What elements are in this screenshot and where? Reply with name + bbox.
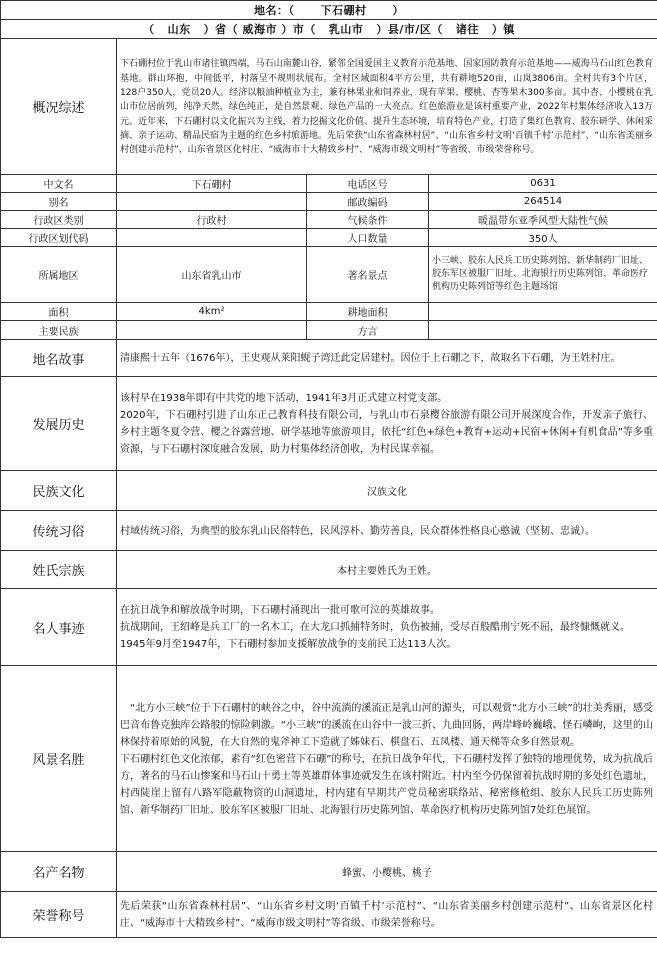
info-row-area (1, 303, 657, 321)
cn-name-value: 下石硼村 (117, 175, 307, 193)
people-text (117, 589, 657, 666)
honors-row (1, 892, 657, 938)
province-name: 山东 (167, 23, 191, 36)
customs-text: 村域传统习俗，为典型的胶东乳山民俗特色，民风淳朴、勤劳善良，民众群体性格良心憨诚（坚韧、忠诚）。 (117, 511, 657, 551)
history-row (1, 377, 657, 471)
info-row-name (1, 175, 657, 193)
info-row-ethnic (1, 321, 657, 340)
people-paragraph-1: 在抗日战争和解放战争时期，下石硼村涌现出一批可歌可泣的英雄故事。 (120, 605, 440, 616)
products-label: 名产名物 (1, 852, 117, 892)
farmland-label: 耕地面积 (307, 303, 429, 321)
people-paragraph-3: 1945年9月至1947年，下石硼村参加支援解放战争的支前民工达113人次。 (120, 639, 457, 650)
city-suffix: ）市（ (281, 23, 316, 36)
dialect-label: 方言 (307, 321, 429, 340)
honors-text: 先后荣获“山东省森林村居”、“山东省乡村文明‘百镇千村’示范村”、“山东省美丽乡村创建示范村”、山东省景区化村庄、“威海市十大精致乡村”、“威海市级文明村”等省级、市级荣誉称号。 (117, 892, 657, 938)
region-label: 所属地区 (1, 247, 117, 303)
products-text: 蜂蜜、小樱桃、桃子 (117, 852, 657, 892)
area-code-label: 电话区号 (307, 175, 429, 193)
ethnic-culture-text: 汉族文化 (117, 471, 657, 511)
clan-text: 本村主要姓氏为王姓。 (117, 551, 657, 589)
dialect-value (429, 321, 657, 340)
scenery-row (1, 666, 657, 852)
ethnic-culture-label: 民族文化 (1, 471, 117, 511)
alias-label: 别名 (1, 193, 117, 211)
region-value: 山东省乳山市 (117, 247, 307, 303)
clan-label: 姓氏宗族 (1, 551, 117, 589)
category-label: 行政区类别 (1, 211, 117, 229)
info-row-category (1, 211, 657, 229)
customs-row (1, 511, 657, 551)
area-value: 4km² (117, 303, 307, 321)
attractions-label: 著名景点 (307, 247, 429, 303)
info-row-region (1, 247, 657, 303)
postal-label: 邮政编码 (307, 193, 429, 211)
scenery-label: 风景名胜 (1, 666, 117, 852)
alias-value (117, 193, 307, 211)
overview-label: 概况综述 (1, 39, 117, 175)
category-value: 行政村 (117, 211, 307, 229)
town-name: 诸往 (455, 23, 479, 36)
farmland-value (429, 303, 657, 321)
scenery-paragraph-1: “北方小三峡”位于下石硼村的峡谷之中，谷中流淌的溪流正是乳山河的源头，可以观赏“北方小三峡”的壮美秀丽，感受巴音布鲁克独库公路般的惊险刺激。“小三峡”的溪流在山谷中一波三折、九曲回肠，两岸峰岭巍峨、怪石嶙峋，这里的山林保持着原始的风貌，在大自然的鬼斧神工下造就了姊妹石、棋盘石、五凤楼、通天梯等众多自然景观。 (120, 702, 654, 748)
people-label: 名人事迹 (1, 589, 117, 666)
county-name: 乳山市 (328, 23, 364, 36)
division-code-label: 行政区划代码 (1, 229, 117, 247)
people-row (1, 589, 657, 666)
ethnic-culture-row (1, 471, 657, 511)
story-label: 地名故事 (1, 340, 117, 377)
overview-row (1, 39, 657, 175)
title-label: 地名： (254, 4, 289, 17)
province-suffix: ）省（ (203, 23, 239, 36)
history-text (117, 377, 657, 471)
population-label: 人口数量 (307, 229, 429, 247)
address-row (1, 20, 657, 39)
info-row-alias (1, 193, 657, 211)
county-suffix: ）县/市/区（ (376, 23, 443, 36)
history-label: 发展历史 (1, 377, 117, 471)
people-paragraph-2: 抗战期间，王绍峰是兵工厂的一名木工，在大龙口抓捕特务时，负伤被捕，受尽百般酷刑宁死不屈，最终慷慨就义。 (120, 622, 630, 633)
attractions-value: 小三峡、胶东人民兵工历史陈列馆、新华制药厂旧址、胶东军区被服厂旧址、北海银行历史陈列馆、革命医疗机构历史陈列馆等红色主题场馆 (429, 247, 657, 303)
customs-label: 传统习俗 (1, 511, 117, 551)
area-code-value: 0631 (429, 175, 657, 193)
population-value: 350人 (429, 229, 657, 247)
history-paragraph-1: 该村早在1938年即有中共党的地下活动，1941年3月正式建立村党支部。 (120, 393, 448, 404)
title-row (1, 1, 657, 20)
ethnic-label: 主要民族 (1, 321, 117, 340)
postal-value: 264514 (429, 193, 657, 211)
title-value: 下石硼村 (320, 4, 367, 17)
title-cell: 地名：（ 下石硼村 ） (1, 1, 657, 20)
story-text: 清康熙十五年（1676年），王史观从莱阳蚬子湾迁此定居建村。因位于上石硼之下，故取名下石硼，为王姓村庄。 (117, 340, 657, 377)
town-suffix: ）镇 (491, 23, 515, 36)
scenery-paragraph-2: 下石硼村红色文化浓郁，素有“红色密营下石硼”的称号，在抗日战争年代，下石硼村发挥了独特的地理优势，成为抗战后方，著名的马石山惨案和马石山十勇士等英雄群体事迹就发生在该村附近。村内至今仍保留着抗战时期的多处红色遗址，村西陡崖上留有八路军隐蔽物资的山洞遗址，村内建有早期共产党员秘密联络站、秘密修枪组、胶东人民兵工历史陈列馆、新华制药厂旧址、胶东军区被服厂旧址、北海银行历史陈列馆、革命医疗机构历史陈列馆7处红色展馆。 (120, 753, 654, 816)
clan-row (1, 551, 657, 589)
cn-name-label: 中文名 (1, 175, 117, 193)
honors-label: 荣誉称号 (1, 892, 117, 938)
address-cell: （ 山东 ）省（ 威海市 ）市（ 乳山市 ）县/市/区（ 诸往 ）镇 (1, 20, 657, 39)
history-paragraph-2: 2020年，下石硼村引进了山东正己教育科技有限公司，与乳山市石泉樱谷旅游有限公司开展深度合作，开发亲子旅行、乡村主题冬夏令营、樱之谷露营地、研学基地等旅游项目，依托“红色+绿色+教育+运动+民宿+休闲+有机食品”等多重资源，与下石硼村深度融合发展，助力村集体经济创收，为村民谋幸福。 (120, 410, 654, 455)
info-row-division (1, 229, 657, 247)
city-name: 威海市 (242, 23, 277, 36)
products-row (1, 852, 657, 892)
climate-label: 气候条件 (307, 211, 429, 229)
area-label: 面积 (1, 303, 117, 321)
scenery-text (117, 666, 657, 852)
climate-value: 暖温带东亚季风型大陆性气候 (429, 211, 657, 229)
overview-text: 下石硼村位于乳山市诸往镇西端，马石山南麓山谷，紧邻全国爱国主义教育示范基地、国家国防教育示范基地——威海马石山红色教育基地。群山环抱，中间低平，村落呈不规则状展布。全村区域面积4平方公里，共有耕地520亩，山岚3806亩。全村共有3个片区，128户350人，党员20人。经济以粮油种植业为主，兼有林果业和饲养业，现有苹果、樱桃、杏等果木300多亩。其中杏、小樱桃在乳山市位居前列，纯净天然，绿色纯正，是自然景观、绿色产品的一大亮点。红色旅游业是该村重要产业，2022年村集体经济收入13万元。近年来，下石硼村以文化振兴为主线，着力挖掘文化价值、提升生态环境，培育特色产业，打造了集红色教育、胶东研学、休闲采摘、亲子运动、精品民宿为主题的红色乡村旅游地。先后荣获“山东省森林村居”、“山东省乡村文明‘百镇千村’示范村”、“山东省美丽乡村创建示范村”、山东省景区化村庄、“威海市十大精致乡村”、“威海市级文明村”等省级、市级荣誉称号。 (117, 39, 657, 175)
division-code-value (117, 229, 307, 247)
story-row (1, 340, 657, 377)
ethnic-value (117, 321, 307, 340)
